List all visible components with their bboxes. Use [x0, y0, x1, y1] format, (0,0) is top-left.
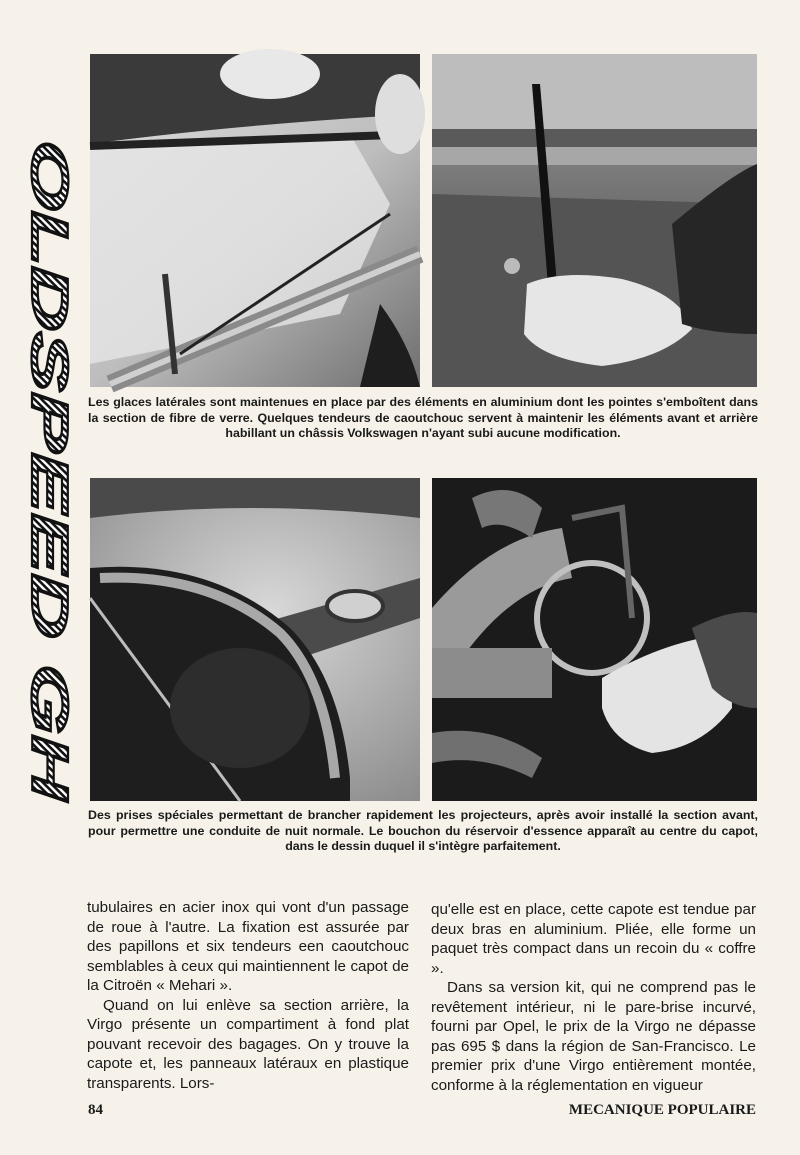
caption-bottom: Des prises spéciales permettant de brancher rapidement les projecteurs, après avoir installé la section avant, pour permettre une conduite de nuit normale. Le bouchon du réservoir d'essence apparaît au centre du capot, dans le dessin duquel il s'intègre parfaitement. [88, 808, 758, 853]
article-column-left [87, 898, 409, 1093]
article-paragraph: Quand on lui enlève sa section arrière, la Virgo présente un compartiment à fond plat pouvant recevoir des bagages. On y trouve la capote et, les panneaux latéraux en plastique transparents. Lors- [87, 996, 409, 1092]
magazine-name: MECANIQUE POPULAIRE [568, 1102, 756, 1118]
article-paragraph: tubulaires en acier inox qui vont d'un passage de roue à l'autre. La fixation est assurée par des papillons et six tendeurs een caoutchouc semblables à ceux qui maintiennent le capot de la Citroën « Mehari ». [87, 899, 409, 994]
article-paragraph: qu'elle est en place, cette capote est tendue par deux bras en aluminium. Pliée, elle forme un paquet très compact dans un recoin du « coffre ». [431, 901, 756, 977]
caption-top: Les glaces latérales sont maintenues en place par des éléments en aluminium dont les pointes s'emboîtent dans la section de fibre de verre. Quelques tendeurs de caoutchouc servent à maintenir les éléments avant et arrière habillant un châssis Volkswagen n'ayant subi aucune modification. [88, 395, 758, 440]
photo-headlight-connectors [432, 478, 757, 801]
page-number: 84 [88, 1102, 103, 1118]
side-title [20, 138, 78, 802]
article-column-right [431, 900, 756, 1095]
article-paragraph: Dans sa version kit, qui ne comprend pas le revêtement intérieur, ni le pare-brise incurvé, fourni par Opel, le prix de la Virgo ne dépasse pas 695 $ dans la région de San-Francisco. Le premier prix d'une Virgo entièrement montée, conforme à la réglementation en vigueur [431, 979, 756, 1094]
photo-headlight-fuel-cap [90, 478, 420, 801]
side-title-text: OLDSPEED GH [20, 140, 78, 519]
photo-door-rod [432, 54, 757, 387]
photo-side-window [90, 54, 420, 387]
